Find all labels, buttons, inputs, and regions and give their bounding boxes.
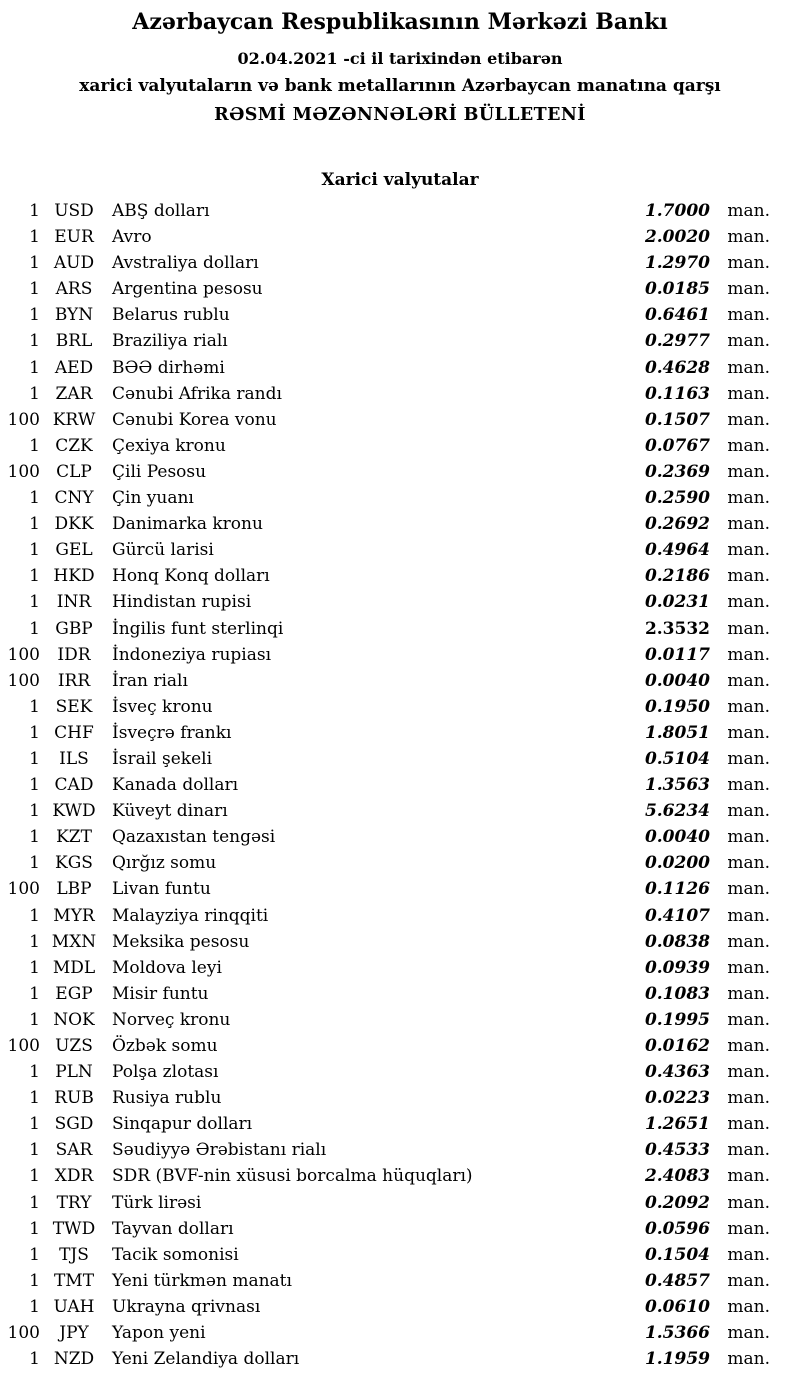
- rate-row: [0, 589, 770, 615]
- rate-row: [0, 1111, 770, 1137]
- quantity-cell: 1: [29, 383, 40, 404]
- rate-row: [0, 876, 770, 902]
- rate-row: [0, 955, 770, 981]
- quantity-cell: 1: [29, 905, 40, 926]
- currency-name-cell: Argentina pesosu: [112, 279, 263, 300]
- rate-row: [0, 616, 770, 642]
- rate-value-cell: 0.6461: [644, 305, 710, 326]
- rate-value-cell: 0.0200: [644, 853, 710, 874]
- currency-name-cell: Avro: [112, 227, 152, 248]
- unit-label-cell: man.: [727, 905, 770, 926]
- unit-label-cell: man.: [727, 409, 770, 430]
- quantity-cell: 100: [7, 879, 40, 900]
- rate-value-cell: 0.0040: [644, 827, 710, 848]
- unit-label-cell: man.: [727, 1349, 770, 1370]
- currency-code-cell: MXN: [51, 931, 97, 952]
- quantity-cell: 1: [29, 1296, 40, 1317]
- currency-code-cell: BRL: [55, 331, 93, 352]
- quantity-cell: 1: [29, 1270, 40, 1291]
- quantity-cell: 100: [7, 644, 40, 665]
- currency-name-cell: Səudiyyə Ərəbistanı rialı: [112, 1140, 327, 1161]
- currency-code-cell: XDR: [54, 1166, 94, 1187]
- unit-label-cell: man.: [727, 331, 770, 352]
- quantity-cell: 1: [29, 696, 40, 717]
- currency-code-cell: GEL: [55, 540, 93, 561]
- currency-code-cell: EUR: [54, 227, 94, 248]
- rate-value-cell: 0.4857: [644, 1270, 710, 1291]
- unit-label-cell: man.: [727, 957, 770, 978]
- rate-row: [0, 850, 770, 876]
- unit-label-cell: man.: [727, 748, 770, 769]
- rate-value-cell: 0.2369: [644, 461, 710, 482]
- currency-code-cell: GBP: [55, 618, 93, 639]
- currency-name-cell: Özbək somu: [112, 1036, 218, 1056]
- unit-label-cell: man.: [727, 983, 770, 1004]
- currency-code-cell: KRW: [52, 409, 96, 430]
- unit-label-cell: man.: [727, 1218, 770, 1239]
- rate-value-cell: 0.0838: [644, 931, 710, 952]
- rate-row: [0, 198, 770, 224]
- rate-row: [0, 1137, 770, 1163]
- rate-value-cell: 0.0223: [644, 1088, 710, 1109]
- unit-label-cell: man.: [727, 853, 770, 874]
- currency-name-cell: Qırğız somu: [112, 853, 217, 874]
- quantity-cell: 1: [29, 331, 40, 352]
- quantity-cell: 100: [7, 409, 40, 430]
- unit-label-cell: man.: [727, 566, 770, 587]
- rate-row: [0, 668, 770, 694]
- rate-value-cell: 0.2692: [644, 514, 710, 535]
- rate-row: [0, 1242, 770, 1268]
- currency-code-cell: ARS: [55, 279, 93, 300]
- currency-name-cell: İngilis funt sterlinqi: [112, 618, 284, 639]
- quantity-cell: 1: [29, 983, 40, 1004]
- currency-name-cell: Tacik somonisi: [112, 1244, 239, 1265]
- currency-name-cell: Yeni Zelandiya dolları: [112, 1349, 300, 1370]
- currency-code-cell: IDR: [57, 644, 91, 665]
- currency-code-cell: RUB: [54, 1088, 94, 1109]
- rate-value-cell: 0.0610: [644, 1296, 710, 1317]
- rate-row: [0, 511, 770, 537]
- currency-name-cell: Çili Pesosu: [112, 461, 207, 482]
- currency-name-cell: İran rialı: [112, 670, 188, 691]
- currency-name-cell: BƏƏ dirhəmi: [112, 357, 225, 378]
- quantity-cell: 1: [29, 775, 40, 796]
- currency-code-cell: KWD: [52, 801, 96, 822]
- rate-value-cell: 0.1126: [644, 879, 710, 900]
- rate-row: [0, 1190, 770, 1216]
- rate-row: [0, 1320, 770, 1346]
- effective-date-line: 02.04.2021 -ci il tarixindən etibarən: [237, 49, 563, 68]
- unit-label-cell: man.: [727, 514, 770, 535]
- rate-value-cell: 0.0939: [644, 957, 710, 978]
- unit-label-cell: man.: [727, 775, 770, 796]
- section-title-foreign-currencies: Xarici valyutalar: [321, 170, 479, 190]
- page-header: [0, 6, 800, 128]
- quantity-cell: 1: [29, 801, 40, 822]
- unit-label-cell: man.: [727, 227, 770, 248]
- currency-name-cell: İsveç kronu: [112, 696, 213, 717]
- unit-label-cell: man.: [727, 1244, 770, 1265]
- currency-name-cell: Hindistan rupisi: [112, 592, 252, 613]
- rate-row: [0, 981, 770, 1007]
- rate-value-cell: 1.3563: [644, 775, 710, 796]
- rate-value-cell: 1.1959: [644, 1349, 710, 1370]
- currency-name-cell: Braziliya rialı: [112, 331, 228, 352]
- currency-name-cell: Moldova leyi: [112, 957, 222, 978]
- quantity-cell: 1: [29, 1192, 40, 1213]
- rate-row: [0, 563, 770, 589]
- quantity-cell: 100: [7, 670, 40, 691]
- rate-value-cell: 2.0020: [644, 227, 710, 248]
- bulletin-title: RƏSMİ MƏZƏNNƏLƏRİ BÜLLETENİ: [214, 105, 586, 125]
- rate-value-cell: 1.2970: [644, 253, 710, 274]
- unit-label-cell: man.: [727, 670, 770, 691]
- rate-row: [0, 1346, 770, 1372]
- bulletin-subtitle: xarici valyutaların və bank metallarının Azərbaycan manatına qarşı: [79, 76, 721, 96]
- quantity-cell: 1: [29, 227, 40, 248]
- currency-code-cell: NOK: [53, 1009, 95, 1030]
- currency-name-cell: Kanada dolları: [112, 775, 239, 796]
- currency-name-cell: Livan funtu: [112, 879, 211, 900]
- currency-code-cell: USD: [54, 201, 94, 221]
- rate-value-cell: 0.4964: [644, 540, 710, 561]
- rate-value-cell: 0.1504: [644, 1244, 710, 1265]
- rate-value-cell: 0.1995: [644, 1009, 710, 1030]
- quantity-cell: 1: [29, 279, 40, 300]
- currency-code-cell: AUD: [53, 253, 95, 274]
- quantity-cell: 1: [29, 540, 40, 561]
- currency-code-cell: JPY: [59, 1323, 89, 1344]
- currency-name-cell: İndoneziya rupiası: [112, 644, 272, 665]
- currency-name-cell: Ukrayna qrivnası: [112, 1296, 261, 1317]
- rate-value-cell: 0.2186: [644, 566, 710, 587]
- quantity-cell: 1: [29, 957, 40, 978]
- quantity-cell: 1: [29, 748, 40, 769]
- currency-code-cell: DKK: [54, 514, 94, 535]
- rate-row: [0, 381, 770, 407]
- currency-name-cell: İsveçrə frankı: [112, 722, 232, 743]
- unit-label-cell: man.: [727, 279, 770, 300]
- quantity-cell: 1: [29, 488, 40, 509]
- rate-row: [0, 1059, 770, 1085]
- currency-code-cell: UZS: [55, 1036, 93, 1056]
- currency-name-cell: Yapon yeni: [112, 1323, 206, 1344]
- currency-code-cell: CZK: [55, 435, 93, 456]
- rate-row: [0, 642, 770, 668]
- unit-label-cell: man.: [727, 592, 770, 613]
- rate-value-cell: 0.4107: [644, 905, 710, 926]
- rate-row: [0, 459, 770, 485]
- rate-value-cell: 5.6234: [644, 801, 710, 822]
- rate-value-cell: 1.2651: [644, 1114, 710, 1135]
- unit-label-cell: man.: [727, 1062, 770, 1083]
- rate-value-cell: 0.4363: [644, 1062, 710, 1083]
- currency-name-cell: Polşa zlotası: [112, 1062, 219, 1083]
- currency-name-cell: Belarus rublu: [112, 305, 230, 326]
- currency-name-cell: Malayziya rinqqiti: [112, 905, 269, 926]
- currency-name-cell: Meksika pesosu: [112, 931, 250, 952]
- currency-name-cell: Danimarka kronu: [112, 514, 263, 535]
- currency-name-cell: Honq Konq dolları: [112, 566, 270, 587]
- rate-row: [0, 433, 770, 459]
- currency-code-cell: CNY: [54, 488, 94, 509]
- quantity-cell: 1: [29, 1349, 40, 1370]
- unit-label-cell: man.: [727, 540, 770, 561]
- rate-value-cell: 0.0040: [644, 670, 710, 691]
- unit-label-cell: man.: [727, 1009, 770, 1030]
- unit-label-cell: man.: [727, 1270, 770, 1291]
- currency-code-cell: SAR: [55, 1140, 93, 1161]
- quantity-cell: 1: [29, 722, 40, 743]
- currency-name-cell: Cənubi Afrika randı: [112, 383, 282, 404]
- rate-row: [0, 485, 770, 511]
- rate-row: [0, 276, 770, 302]
- currency-code-cell: UAH: [53, 1296, 95, 1317]
- rate-row: [0, 302, 770, 328]
- unit-label-cell: man.: [727, 1296, 770, 1317]
- rate-row: [0, 1268, 770, 1294]
- currency-name-cell: İsrail şekeli: [112, 748, 212, 769]
- rate-value-cell: 0.2590: [644, 488, 710, 509]
- rate-row: [0, 694, 770, 720]
- rate-value-cell: 0.1950: [644, 696, 710, 717]
- currency-name-cell: Gürcü larisi: [112, 540, 214, 561]
- unit-label-cell: man.: [727, 1088, 770, 1109]
- rate-value-cell: 0.0596: [644, 1218, 710, 1239]
- currency-code-cell: ILS: [59, 748, 89, 769]
- quantity-cell: 1: [29, 305, 40, 326]
- quantity-cell: 1: [29, 1114, 40, 1135]
- quantity-cell: 1: [29, 566, 40, 587]
- quantity-cell: 1: [29, 1244, 40, 1265]
- unit-label-cell: man.: [727, 488, 770, 509]
- unit-label-cell: man.: [727, 618, 770, 639]
- rate-value-cell: 0.0117: [644, 644, 710, 665]
- quantity-cell: 1: [29, 201, 40, 221]
- rate-value-cell: 0.1163: [644, 383, 710, 404]
- quantity-cell: 100: [7, 461, 40, 482]
- rate-row: [0, 1163, 770, 1189]
- currency-name-cell: Cənubi Korea vonu: [112, 409, 277, 430]
- unit-label-cell: man.: [727, 1166, 770, 1187]
- unit-label-cell: man.: [727, 1140, 770, 1161]
- unit-label-cell: man.: [727, 644, 770, 665]
- currency-code-cell: KZT: [56, 827, 92, 848]
- rate-row: [0, 1007, 770, 1033]
- quantity-cell: 1: [29, 357, 40, 378]
- currency-code-cell: ZAR: [55, 383, 93, 404]
- currency-code-cell: CAD: [54, 775, 94, 796]
- rate-value-cell: 0.0231: [644, 592, 710, 613]
- rate-value-cell: 1.5366: [644, 1323, 710, 1344]
- rate-row: [0, 250, 770, 276]
- currency-name-cell: Rusiya rublu: [112, 1088, 222, 1109]
- rate-value-cell: 0.0162: [644, 1036, 710, 1056]
- quantity-cell: 1: [29, 618, 40, 639]
- currency-code-cell: EGP: [55, 983, 93, 1004]
- unit-label-cell: man.: [727, 722, 770, 743]
- unit-label-cell: man.: [727, 305, 770, 326]
- rate-row: [0, 355, 770, 381]
- currency-code-cell: LBP: [56, 879, 92, 900]
- currency-code-cell: SGD: [54, 1114, 94, 1135]
- quantity-cell: 1: [29, 435, 40, 456]
- unit-label-cell: man.: [727, 696, 770, 717]
- currency-name-cell: Misir funtu: [112, 983, 209, 1004]
- unit-label-cell: man.: [727, 357, 770, 378]
- quantity-cell: 1: [29, 853, 40, 874]
- currency-name-cell: Çexiya kronu: [112, 435, 226, 456]
- quantity-cell: 1: [29, 514, 40, 535]
- unit-label-cell: man.: [727, 801, 770, 822]
- rate-row: [0, 1033, 770, 1059]
- currency-name-cell: Türk lirəsi: [112, 1192, 202, 1213]
- currency-name-cell: Tayvan dolları: [112, 1218, 234, 1239]
- rate-row: [0, 903, 770, 929]
- rate-row: [0, 746, 770, 772]
- rate-value-cell: 0.4628: [644, 357, 710, 378]
- currency-code-cell: SEK: [55, 696, 93, 717]
- quantity-cell: 1: [29, 1140, 40, 1161]
- rate-value-cell: 0.2092: [644, 1192, 710, 1213]
- currency-name-cell: Qazaxıstan tengəsi: [112, 827, 276, 848]
- currency-code-cell: HKD: [53, 566, 95, 587]
- rate-value-cell: 0.1083: [644, 983, 710, 1004]
- rate-row: [0, 537, 770, 563]
- quantity-cell: 1: [29, 1218, 40, 1239]
- currency-code-cell: CLP: [56, 461, 92, 482]
- unit-label-cell: man.: [727, 253, 770, 274]
- currency-code-cell: IRR: [57, 670, 91, 691]
- quantity-cell: 1: [29, 1009, 40, 1030]
- currency-code-cell: TJS: [59, 1244, 89, 1265]
- rate-value-cell: 0.0767: [644, 435, 710, 456]
- quantity-cell: 100: [7, 1323, 40, 1344]
- unit-label-cell: man.: [727, 461, 770, 482]
- rate-row: [0, 224, 770, 250]
- quantity-cell: 100: [7, 1036, 40, 1056]
- currency-code-cell: TRY: [56, 1192, 92, 1213]
- rate-row: [0, 720, 770, 746]
- quantity-cell: 1: [29, 1062, 40, 1083]
- rate-row: [0, 328, 770, 354]
- unit-label-cell: man.: [727, 879, 770, 900]
- currency-code-cell: NZD: [53, 1349, 95, 1370]
- currency-code-cell: TWD: [52, 1218, 96, 1239]
- rate-row: [0, 1216, 770, 1242]
- rate-row: [0, 824, 770, 850]
- rate-value-cell: 1.7000: [644, 201, 710, 221]
- currency-code-cell: AED: [54, 357, 94, 378]
- rate-value-cell: 0.5104: [644, 748, 710, 769]
- currency-name-cell: Çin yuanı: [112, 488, 194, 509]
- rate-row: [0, 1085, 770, 1111]
- rate-value-cell: 0.4533: [644, 1140, 710, 1161]
- unit-label-cell: man.: [727, 435, 770, 456]
- quantity-cell: 1: [29, 931, 40, 952]
- currency-name-cell: Yeni türkmən manatı: [112, 1270, 292, 1291]
- unit-label-cell: man.: [727, 1323, 770, 1344]
- quantity-cell: 1: [29, 827, 40, 848]
- quantity-cell: 1: [29, 253, 40, 274]
- rate-value-cell: 1.8051: [644, 722, 710, 743]
- rate-row: [0, 772, 770, 798]
- currency-code-cell: PLN: [55, 1062, 93, 1083]
- currency-code-cell: MDL: [52, 957, 96, 978]
- currency-name-cell: Norveç kronu: [112, 1009, 231, 1030]
- bank-name-title: Azərbaycan Respublikasının Mərkəzi Bankı: [132, 9, 668, 35]
- currency-name-cell: ABŞ dolları: [112, 201, 210, 221]
- currency-code-cell: INR: [56, 592, 92, 613]
- currency-code-cell: MYR: [53, 905, 95, 926]
- unit-label-cell: man.: [727, 931, 770, 952]
- currency-code-cell: CHF: [54, 722, 94, 743]
- currency-code-cell: TMT: [53, 1270, 95, 1291]
- rate-value-cell: 0.0185: [644, 279, 710, 300]
- rate-row: [0, 407, 770, 433]
- rate-value-cell: 0.1507: [644, 409, 710, 430]
- rate-value-cell: 2.4083: [644, 1166, 710, 1187]
- currency-name-cell: Küveyt dinarı: [112, 801, 228, 822]
- currency-name-cell: Avstraliya dolları: [112, 253, 259, 274]
- quantity-cell: 1: [29, 1166, 40, 1187]
- rate-value-cell: 0.2977: [644, 331, 710, 352]
- unit-label-cell: man.: [727, 1036, 770, 1056]
- unit-label-cell: man.: [727, 1192, 770, 1213]
- rate-row: [0, 1294, 770, 1320]
- currency-code-cell: KGS: [55, 853, 93, 874]
- unit-label-cell: man.: [727, 1114, 770, 1135]
- rate-value-cell: 2.3532: [644, 618, 710, 639]
- exchange-rates-table: [0, 198, 800, 1372]
- currency-name-cell: SDR (BVF-nin xüsusi borcalma hüquqları): [112, 1166, 473, 1187]
- rate-row: [0, 798, 770, 824]
- rate-row: [0, 929, 770, 955]
- unit-label-cell: man.: [727, 383, 770, 404]
- unit-label-cell: man.: [727, 201, 770, 221]
- currency-code-cell: BYN: [54, 305, 94, 326]
- quantity-cell: 1: [29, 1088, 40, 1109]
- unit-label-cell: man.: [727, 827, 770, 848]
- currency-name-cell: Sinqapur dolları: [112, 1114, 253, 1135]
- quantity-cell: 1: [29, 592, 40, 613]
